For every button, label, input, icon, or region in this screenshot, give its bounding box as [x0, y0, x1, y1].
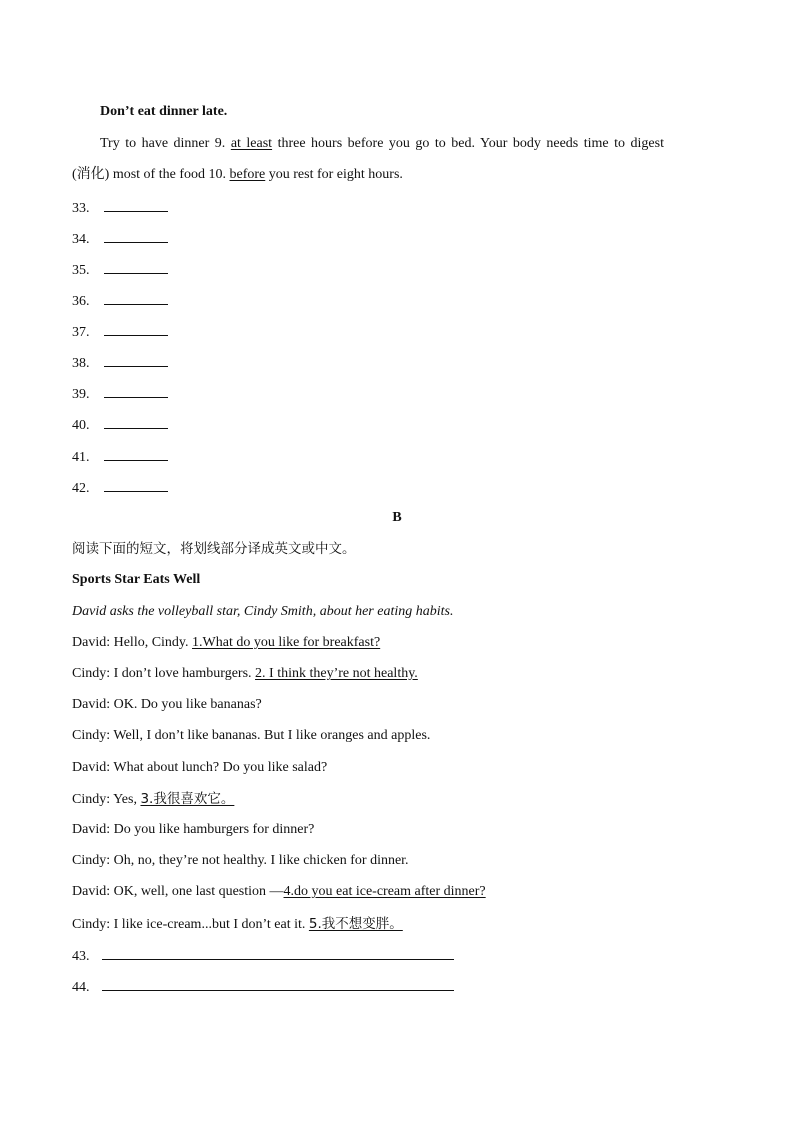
- answer-blank[interactable]: [104, 291, 168, 305]
- dialogue-line: [72, 883, 486, 901]
- para-text: (消化) most of the food 10.: [72, 167, 226, 182]
- answer-blank[interactable]: [104, 229, 168, 243]
- answer-blank[interactable]: [104, 353, 168, 367]
- heading-dont-eat-late: Don’t eat dinner late.: [100, 104, 228, 119]
- answer-blank[interactable]: [104, 322, 168, 336]
- question-number: 37.: [72, 325, 90, 340]
- question-number: 36.: [72, 294, 90, 309]
- question-number: 43.: [72, 949, 90, 964]
- paragraph-line-2: [72, 166, 403, 184]
- question-number: 41.: [72, 450, 90, 465]
- answer-blank[interactable]: [104, 447, 168, 461]
- passage-title: Sports Star Eats Well: [72, 572, 201, 587]
- blank-row: [72, 322, 168, 342]
- answer-blank[interactable]: [104, 415, 168, 429]
- blank-row: [72, 478, 168, 498]
- question-number: 40.: [72, 418, 90, 433]
- answer-blank[interactable]: [104, 384, 168, 398]
- blank-row: [72, 447, 168, 467]
- question-number: 38.: [72, 356, 90, 371]
- underlined-phrase: before: [229, 167, 266, 182]
- underlined-phrase: 2. I think they’re not healthy.: [255, 666, 418, 681]
- speaker-text: Cindy: I like ice-cream...but I don’t eat it.: [72, 917, 309, 932]
- speaker-text: David: Do you like hamburgers for dinner?: [72, 822, 315, 837]
- dialogue-line: [72, 727, 430, 745]
- answer-row: [72, 946, 454, 966]
- dialogue-line: [72, 915, 403, 934]
- instruction: 阅读下面的短文，将划线部分译成英文或中文。: [72, 541, 356, 557]
- answer-blank[interactable]: [104, 198, 168, 212]
- speaker-text: David: What about lunch? Do you like salad?: [72, 760, 328, 775]
- passage-intro: David asks the volleyball star, Cindy Smith, about her eating habits.: [72, 604, 454, 619]
- dialogue-line: [72, 759, 327, 777]
- dialogue-line: [72, 790, 234, 809]
- blank-row: [72, 353, 168, 373]
- underlined-phrase: 4.do you eat ice-cream after dinner?: [283, 884, 486, 899]
- speaker-text: David: OK. Do you like bananas?: [72, 697, 262, 712]
- answer-line[interactable]: [102, 946, 454, 960]
- section-letter: B: [392, 510, 402, 525]
- blank-row: [72, 198, 168, 218]
- question-number: 34.: [72, 232, 90, 247]
- blank-row: [72, 229, 168, 249]
- para-text: three hours before you go to bed. Your body needs time to digest: [272, 136, 664, 151]
- blank-row: [72, 384, 168, 404]
- answer-blank[interactable]: [104, 260, 168, 274]
- speaker-text: Cindy: I don’t love hamburgers.: [72, 666, 256, 681]
- speaker-text: Cindy: Well, I don’t like bananas. But I like oranges and apples.: [72, 728, 431, 743]
- blank-row: [72, 415, 168, 435]
- dialogue-line: [72, 821, 314, 839]
- underlined-phrase: 3.我很喜欢它。: [140, 791, 235, 807]
- question-number: 44.: [72, 980, 90, 995]
- dialogue-line: [72, 665, 418, 683]
- para-text: Try to have dinner 9.: [100, 136, 226, 151]
- paragraph-line-1: [100, 135, 664, 153]
- blank-row: [72, 291, 168, 311]
- question-number: 39.: [72, 387, 90, 402]
- question-number: 42.: [72, 481, 90, 496]
- dialogue-line: [72, 696, 262, 714]
- speaker-text: David: Hello, Cindy.: [72, 635, 193, 650]
- speaker-text: David: OK, well, one last question —: [72, 884, 284, 899]
- underlined-phrase: 5.我不想变胖。: [308, 916, 403, 932]
- speaker-text: Cindy: Yes,: [72, 792, 141, 807]
- speaker-text: Cindy: Oh, no, they’re not healthy. I like chicken for dinner.: [72, 853, 409, 868]
- underlined-phrase: at least: [230, 136, 273, 151]
- answer-row: [72, 977, 454, 997]
- underlined-phrase: 1.What do you like for breakfast?: [192, 635, 381, 650]
- dialogue-line: [72, 852, 409, 870]
- answer-line[interactable]: [102, 977, 454, 991]
- dialogue-line: [72, 634, 380, 652]
- question-number: 35.: [72, 263, 90, 278]
- blank-row: [72, 260, 168, 280]
- question-number: 33.: [72, 201, 90, 216]
- answer-blank[interactable]: [104, 478, 168, 492]
- para-text: you rest for eight hours.: [265, 167, 403, 182]
